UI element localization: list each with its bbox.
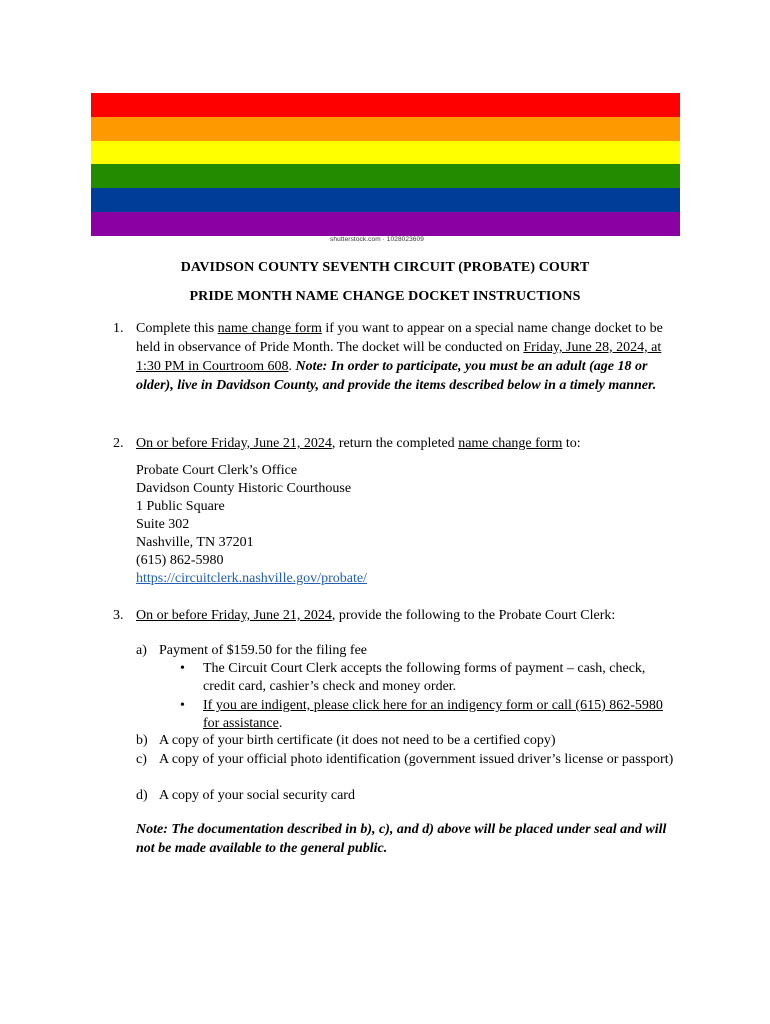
flag-stripe-green bbox=[91, 164, 680, 188]
requirement-text: A copy of your birth certificate (it does not need to be a certified copy) bbox=[159, 733, 556, 748]
item-text: , return the completed bbox=[331, 436, 459, 451]
flag-stripe-blue bbox=[91, 188, 680, 212]
address-line: Nashville, TN 37201 bbox=[136, 535, 254, 550]
requirement-text: Payment of $159.50 for the filing fee bbox=[159, 643, 368, 658]
clerk-address bbox=[136, 462, 367, 588]
bullet-text: The Circuit Court Clerk accepts the following forms of payment – cash, check, credit card, cashier’s check and money order. bbox=[203, 661, 646, 694]
item-text: if you want to appear on a special name change docket to be held in observance of Pride Month. The docket will be conducted on bbox=[136, 321, 663, 355]
requirement-text: A copy of your official photo identification (government issued driver’s license or passport) bbox=[159, 752, 674, 767]
indigency-form-link[interactable]: If you are indigent, please click here for an indigency form or call (615) 862-5980 for assistance bbox=[203, 698, 663, 731]
requirement-a bbox=[136, 642, 681, 660]
clerk-phone: (615) 862-5980 bbox=[136, 553, 224, 568]
requirement-letter: c) bbox=[136, 752, 147, 767]
item-number: 1. bbox=[113, 321, 124, 336]
requirement-letter: d) bbox=[136, 788, 148, 803]
item-text: to: bbox=[562, 436, 581, 451]
requirement-d bbox=[136, 787, 681, 805]
deadline-date: On or before Friday, June 21, 2024 bbox=[136, 436, 332, 451]
requirement-text: A copy of your social security card bbox=[159, 788, 355, 803]
item-text: Complete this bbox=[136, 321, 218, 336]
seal-note: Note: The documentation described in b), c), and d) above will be placed under seal and will not be made available to the general public. bbox=[136, 822, 667, 856]
address-line: Probate Court Clerk’s Office bbox=[136, 463, 298, 478]
instruction-item-3 bbox=[113, 606, 683, 625]
item-body bbox=[136, 434, 683, 453]
flag-stripe-orange bbox=[91, 117, 680, 141]
address-line: Davidson County Historic Courthouse bbox=[136, 481, 352, 496]
image-credit: shutterstock.com · 1028023609 bbox=[330, 236, 424, 243]
deadline-date: On or before Friday, June 21, 2024 bbox=[136, 608, 332, 623]
probate-website-link[interactable]: https://circuitclerk.nashville.gov/probate/ bbox=[136, 571, 367, 586]
item-body bbox=[136, 606, 683, 625]
bullet-end: . bbox=[278, 716, 283, 731]
name-change-form-link[interactable]: name change form bbox=[217, 321, 322, 336]
bullet-icon: • bbox=[180, 661, 185, 676]
participation-note: Note: In order to participate, you must be an adult (age 18 or older), live in Davidson County, and provide the items described below in a timely manner. bbox=[136, 359, 657, 393]
payment-forms-bullet bbox=[180, 660, 680, 696]
requirement-b bbox=[136, 732, 681, 750]
item-number: 3. bbox=[113, 608, 124, 623]
docket-date: Friday, June 28, 2024, at 1:30 PM in Courtroom 608 bbox=[136, 340, 662, 374]
name-change-form-link[interactable]: name change form bbox=[458, 436, 563, 451]
item-number: 2. bbox=[113, 436, 124, 451]
flag-stripe-red bbox=[91, 93, 680, 117]
instruction-item-1 bbox=[113, 319, 683, 395]
bullet-text bbox=[203, 697, 680, 733]
flag-stripe-yellow bbox=[91, 141, 680, 165]
address-line: Suite 302 bbox=[136, 517, 190, 532]
flag-stripe-purple bbox=[91, 212, 680, 236]
item-body bbox=[136, 319, 683, 395]
requirement-letter: b) bbox=[136, 733, 148, 748]
rainbow-flag-image bbox=[91, 93, 680, 236]
instruction-item-2 bbox=[113, 434, 683, 453]
requirement-c bbox=[136, 751, 681, 769]
address-line: 1 Public Square bbox=[136, 499, 225, 514]
indigency-bullet bbox=[180, 697, 680, 733]
court-title: DAVIDSON COUNTY SEVENTH CIRCUIT (PROBATE) COURT bbox=[180, 260, 590, 275]
bullet-icon: • bbox=[180, 698, 185, 713]
item-text: , provide the following to the Probate Court Clerk: bbox=[331, 608, 616, 623]
item-text: . bbox=[288, 359, 296, 374]
requirement-letter: a) bbox=[136, 643, 147, 658]
docket-title: PRIDE MONTH NAME CHANGE DOCKET INSTRUCTIONS bbox=[189, 289, 581, 304]
